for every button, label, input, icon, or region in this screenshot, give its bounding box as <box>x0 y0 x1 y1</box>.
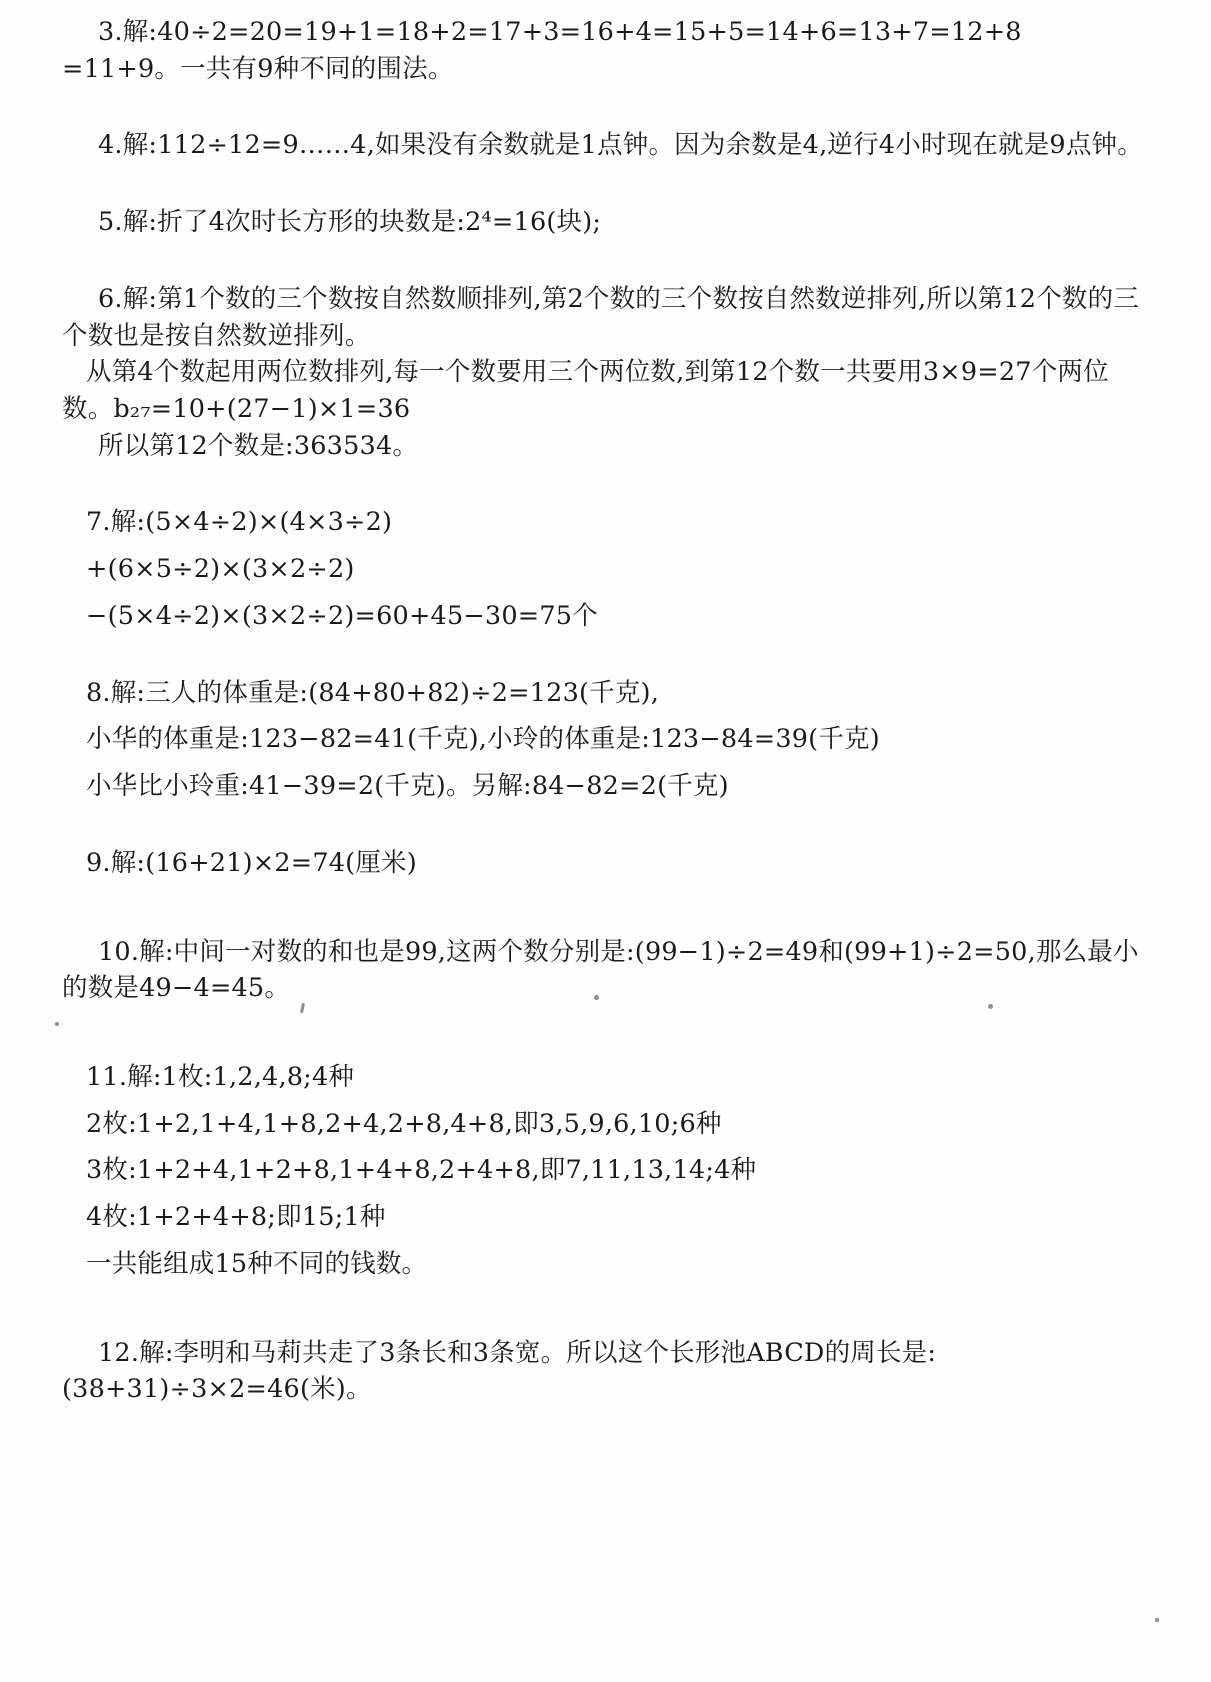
answer-line: 11.解:1枚:1,2,4,8;4种 <box>86 1061 355 1092</box>
answer-line: 4枚:1+2+4+8;即15;1种 <box>86 1202 386 1233</box>
answer-line: 3枚:1+2+4,1+2+8,1+4+8,2+4+8,即7,11,13,14;4种 <box>86 1155 757 1186</box>
answer-item-7 <box>62 504 1149 634</box>
answer-line: −(5×4÷2)×(3×2÷2)=60+45−30=75个 <box>86 600 598 631</box>
answer-item-11 <box>62 1059 1149 1283</box>
answer-line: 8.解:三人的体重是:(84+80+82)÷2=123(千克), <box>86 677 660 708</box>
answer-item-6 <box>62 281 1149 465</box>
answer-line: 所以第12个数是:363534。 <box>98 430 419 461</box>
answer-line: 12.解:李明和马莉共走了3条长和3条宽。所以这个长形池ABCD的周长是:(38+31)÷3×2=46(米)。 <box>62 1337 937 1405</box>
answer-item-9 <box>62 845 1149 882</box>
scan-speck <box>594 995 599 1000</box>
scan-speck <box>55 1022 59 1026</box>
answer-line: =11+9。一共有9种不同的围法。 <box>62 53 454 84</box>
answer-item-5 <box>62 204 1149 241</box>
scan-speck <box>300 1003 305 1013</box>
answer-line: 4.解:112÷12=9……4,如果没有余数就是1点钟。因为余数是4,逆行4小时现在就是9点钟。 <box>98 130 1143 161</box>
answer-item-3 <box>62 14 1149 87</box>
answer-line: 小华比小玲重:41−39=2(千克)。另解:84−82=2(千克) <box>86 771 729 802</box>
answer-line: 5.解:折了4次时长方形的块数是:2⁴=16(块); <box>98 207 602 238</box>
answer-line: 9.解:(16+21)×2=74(厘米) <box>86 847 417 878</box>
answer-item-12 <box>62 1335 1149 1408</box>
answer-line: 3.解:40÷2=20=19+1=18+2=17+3=16+4=15+5=14+6=13+7=12+8 <box>98 17 1022 47</box>
answer-line: 小华的体重是:123−82=41(千克),小玲的体重是:123−84=39(千克) <box>86 724 880 755</box>
answer-line: 10.解:中间一对数的和也是99,这两个数分别是:(99−1)÷2=49和(99+1)÷2=50,那么最小的数是49−4=45。 <box>62 936 1139 1004</box>
answer-item-10 <box>62 934 1149 1007</box>
answer-item-4 <box>62 127 1149 164</box>
answer-line: +(6×5÷2)×(3×2÷2) <box>86 554 355 585</box>
answer-line: 7.解:(5×4÷2)×(4×3÷2) <box>86 507 393 538</box>
answer-line: 从第4个数起用两位数排列,每一个数要用三个两位数,到第12个数一共要用3×9=27个两位数。b₂₇=10+(27−1)×1=36 <box>62 357 1109 425</box>
answer-item-8 <box>62 675 1149 805</box>
answer-line: 6.解:第1个数的三个数按自然数顺排列,第2个数的三个数按自然数逆排列,所以第12个数的三个数也是按自然数逆排列。 <box>62 283 1140 351</box>
answer-line: 一共能组成15种不同的钱数。 <box>86 1248 428 1279</box>
scan-speck <box>988 1004 993 1009</box>
scan-speck <box>1155 1618 1159 1622</box>
answer-line: 2枚:1+2,1+4,1+8,2+4,2+8,4+8,即3,5,9,6,10;6种 <box>86 1108 722 1139</box>
